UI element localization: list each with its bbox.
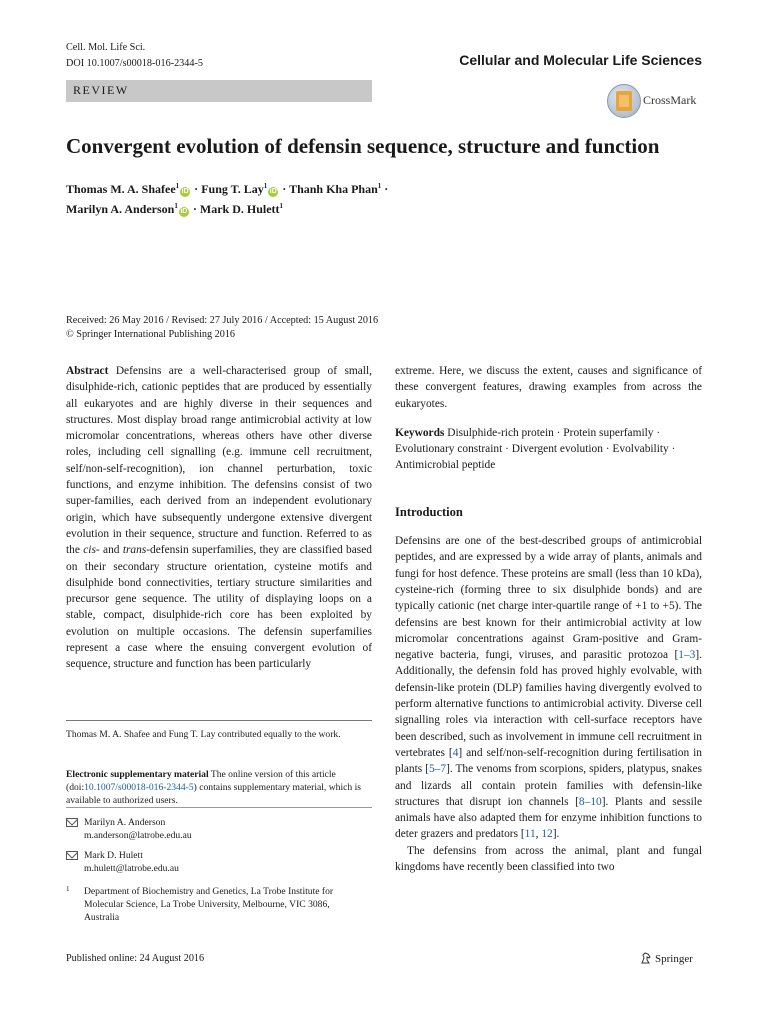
- affiliation-mark: 1: [263, 182, 268, 190]
- affiliation: [66, 885, 366, 924]
- contact-name: Marilyn A. Anderson: [84, 817, 166, 828]
- citation-link[interactable]: 4: [452, 746, 459, 759]
- mail-icon: [66, 818, 78, 827]
- doi: DOI 10.1007/s00018-016-2344-5: [66, 58, 203, 69]
- springer-horse-icon: [640, 952, 652, 964]
- journal-name: Cellular and Molecular Life Sciences: [459, 52, 702, 68]
- abstract-text-2: defensin superfamilies, they are classified based on their secondary structure orientation, cysteine motifs and disulphide bond connectivities, tertiary structure similarities and precursor gene sequence. The utility of displaying loops on a stable, compact, disulphide-rich core has been exploited by evolution on multiple occasions. The defensin superfamilies represent a case where the ensuing convergent evolution of sequence, structure and function has been particularly: [66, 544, 372, 671]
- article-type-bar: [66, 80, 372, 102]
- author-name[interactable]: Marilyn A. Anderson: [66, 202, 175, 216]
- abstract-and: and: [99, 544, 123, 557]
- abstract-label: Abstract: [66, 365, 109, 377]
- intro-text: ,: [535, 828, 542, 841]
- section-heading-introduction: Introduction: [395, 504, 463, 519]
- author-separator: ·: [381, 182, 389, 196]
- intro-text: ]. Additionally, the defensin fold has proved highly evolvable, with defensin-like protein (DLP) families having divergently evolved to perform alternative functions to antimicrobial activity. Diverse cell signalling roles via interaction with cell-surface receptors have been described, such as involvement in immune cell recruitment in vertebrates [: [395, 649, 702, 759]
- publisher-name: Springer: [655, 953, 693, 965]
- citation-link[interactable]: 5–7: [428, 763, 447, 776]
- supplementary-label: Electronic supplementary material: [66, 769, 209, 780]
- introduction-paragraph-1: [395, 533, 702, 843]
- contact-author-1: [66, 816, 366, 842]
- crossmark-badge[interactable]: [607, 84, 727, 118]
- received-dates: Received: 26 May 2016 / Revised: 27 July 2016 / Accepted: 15 August 2016: [66, 315, 379, 326]
- supplementary-doi-link[interactable]: 10.1007/s00018-016-2344-5: [84, 782, 194, 793]
- equal-contribution-note: Thomas M. A. Shafee and Fung T. Lay contributed equally to the work.: [66, 729, 341, 740]
- author-separator: ·: [191, 182, 202, 196]
- abstract-text: Defensins are a well-characterised group of small, disulphide-rich, cationic peptides that are produced by essentially all eukaryotes and are highly diverse in their sequences and structures. Most display broad range antimicrobial activity at low micromolar concentrations, whereas others have other diverse roles, including cell signalling (e.g. immune cell recruitment, self/non-self-recognition), ion channel perturbation, toxic functions, and enzyme inhibition. The defensins consist of two super-families, each derived from an independent evolutionary origin, which have subsequently undergone extensive divergent evolution in their sequence, structure and function. Referred to as the: [66, 365, 372, 557]
- published-date: Published online: 24 August 2016: [66, 953, 205, 964]
- orcid-icon[interactable]: iD: [269, 188, 277, 195]
- affiliation-mark: 1: [377, 182, 382, 190]
- affiliation-number: 1: [66, 885, 70, 893]
- citation-link[interactable]: 12: [541, 828, 553, 841]
- citation-link[interactable]: 1–3: [678, 649, 696, 662]
- contact-author-2: [66, 849, 366, 875]
- mail-icon: [66, 851, 78, 860]
- abstract-continued: extreme. Here, we discuss the extent, causes and significance of these convergent features, drawing examples from across the eukaryotes.: [395, 365, 702, 410]
- abstract-cis: cis-: [83, 544, 100, 557]
- footnote-rule: [66, 720, 372, 721]
- keywords-text: Disulphide-rich protein · Protein superfamily · Evolutionary constraint · Divergent evolution · Evolvability · Antimicrobial peptide: [395, 426, 676, 472]
- supplementary-text-2: ) contains supplementary material, which is available to authorized users.: [66, 782, 361, 806]
- author-list: [66, 178, 706, 218]
- contact-email[interactable]: m.anderson@latrobe.edu.au: [84, 830, 192, 841]
- publisher-logo: [640, 952, 693, 965]
- crossmark-label: CrossMark: [643, 93, 697, 107]
- intro-text: ]. The venoms from scorpions, spiders, platypus, snakes and lizards all contain protein families with defensin-like structures that disrupt ion channels [: [395, 763, 702, 808]
- author-separator: ·: [279, 182, 290, 196]
- journal-abbrev: Cell. Mol. Life Sci.: [66, 42, 146, 53]
- orcid-icon[interactable]: iD: [181, 188, 189, 195]
- affiliation-text: Department of Biochemistry and Genetics, La Trobe Institute for Molecular Science, La Trobe University, Melbourne, VIC 3086, Australia: [84, 886, 334, 923]
- supplementary-note: [66, 768, 366, 807]
- affiliation-mark: 1: [175, 182, 180, 190]
- copyright: © Springer International Publishing 2016: [66, 329, 236, 340]
- keywords-label: Keywords: [395, 426, 445, 439]
- journal-meta: [66, 40, 203, 72]
- contact-email[interactable]: m.hulett@latrobe.edu.au: [84, 863, 179, 874]
- author-name[interactable]: Fung T. Lay: [201, 182, 264, 196]
- intro-text: ].: [552, 828, 560, 841]
- footnote-separator: [66, 807, 372, 808]
- supplementary-text: The online version of this article (doi:: [66, 769, 336, 793]
- intro-text: ]. Plants and sessile animals have also adapted them for enzyme inhibition functions to deter grazers and predators [: [395, 795, 703, 841]
- affiliation-mark: 1: [279, 202, 284, 210]
- orcid-icon[interactable]: iD: [180, 208, 188, 215]
- article-title: Convergent evolution of defensin sequence, structure and function: [66, 134, 660, 158]
- author-name[interactable]: Thomas M. A. Shafee: [66, 182, 176, 196]
- citation-link[interactable]: 8–10: [578, 795, 602, 808]
- keywords: [395, 425, 702, 474]
- article-type-label: REVIEW: [73, 83, 129, 97]
- introduction-paragraph-2: The defensins from across the animal, plant and fungal kingdoms have recently been classified into two: [395, 844, 702, 874]
- affiliation-mark: 1: [174, 202, 178, 210]
- contact-name: Mark D. Hulett: [84, 850, 143, 861]
- author-separator: ·: [189, 202, 200, 216]
- intro-text: ] and self/non-self-recognition during fertilisation in plants [: [395, 746, 702, 776]
- abstract: [66, 363, 372, 673]
- right-column: [395, 363, 702, 875]
- intro-text: Defensins are one of the best-described groups of antimicrobial peptides, and are expressed by a wide array of plants, animals and fungi for host defence. These proteins are small (less than 10 kDa), cysteine-rich (forming three to six disulphide bonds) and are typically cationic (net charge inter-quartile range of +1 to +5). The defensins are best known for their antimicrobial activity at low micromolar concentrations against Gram-positive and Gram-negative bacteria, fungi, viruses, and parasitic protozoa [: [395, 535, 702, 662]
- citation-link[interactable]: 11: [524, 828, 536, 841]
- crossmark-icon: [607, 84, 641, 118]
- abstract-trans: trans-: [122, 544, 151, 557]
- author-name[interactable]: Thanh Kha Phan: [289, 182, 378, 196]
- article-dates: [66, 314, 378, 342]
- author-name[interactable]: Mark D. Hulett: [199, 202, 280, 216]
